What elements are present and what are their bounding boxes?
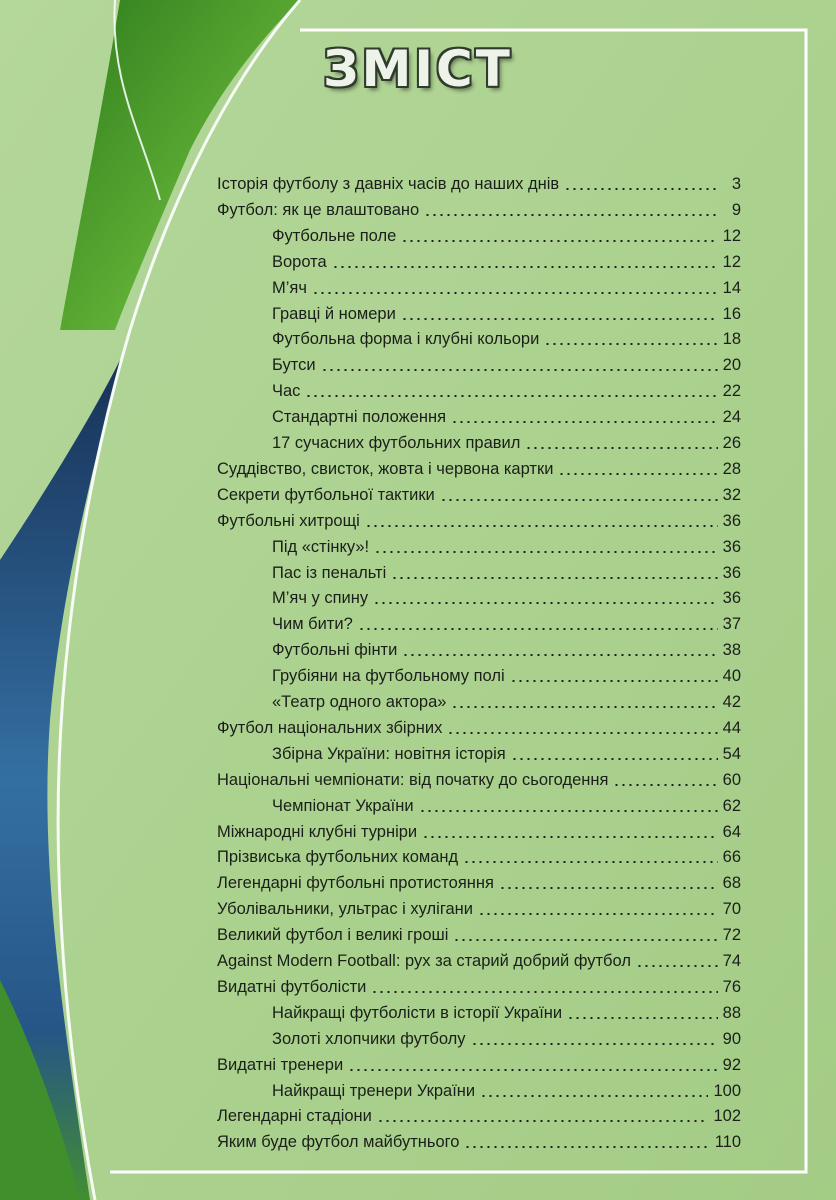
dot-leader [499,887,718,889]
toc-entry-page: 66 [722,848,741,867]
toc-entry [217,869,741,893]
toc-entry [272,1077,741,1101]
toc-entry-page: 32 [722,485,741,504]
dot-leader [510,680,718,682]
toc-entry [272,429,741,453]
toc-entry-page: 20 [722,356,741,375]
toc-entry [217,818,741,842]
toc-entry-title: Великий футбол і великі гроші [217,926,449,945]
toc-entry-page: 92 [722,1055,741,1074]
toc-entry-page: 26 [722,434,741,452]
toc-entry-title: Уболівальники, ультрас і хулігани [217,900,473,919]
dot-leader [440,499,718,501]
toc-entry [272,740,741,764]
dot-leader [480,1095,708,1097]
toc-entry-page: 54 [722,744,741,763]
dot-leader [391,577,717,579]
dot-leader [401,240,717,242]
toc-entry [272,662,741,686]
dot-leader [365,525,718,527]
toc-entry-title: Чим бити? [272,615,353,634]
toc-entry-page: 70 [722,900,741,919]
toc-entry-page: 28 [722,459,741,478]
dot-leader [321,369,718,371]
dot-leader [373,602,718,604]
toc-entry [272,636,741,660]
toc-entry-page: 64 [722,822,741,841]
toc-entry-title: Грубіяни на футбольному полі [272,667,505,686]
dot-leader [371,991,717,993]
toc-entry-page: 18 [722,330,741,349]
dot-leader [377,1120,709,1122]
toc-entry-page: 60 [722,770,741,789]
toc-entry [217,1102,741,1126]
toc-entry [217,973,741,997]
toc-entry [217,843,741,867]
dot-leader [424,214,718,216]
toc-entry-title: Футбол: як це влаштовано [217,200,420,219]
toc-entry [217,196,741,220]
dot-leader [453,939,717,941]
toc-entry-title: Яким буде футбол майбутнього [217,1133,460,1152]
toc-entry-title: Against Modern Football: рух за старий добрий футбол [217,952,631,970]
toc-entry-title: Футбольні хитрощі [217,511,360,530]
dot-leader [464,1146,709,1148]
toc-entry-page: 36 [722,589,741,608]
dot-leader [544,343,717,345]
toc-entry-title: Історія футболу з давніх часів до наших днів [217,175,560,193]
toc-entry [217,947,741,971]
dot-leader [525,447,717,449]
toc-entry-page: 62 [722,796,741,815]
toc-entry-page: 88 [722,1003,741,1022]
toc-entry-title: Футбольна форма і клубні кольори [272,330,540,349]
dot-leader [478,913,718,915]
dot-leader [613,784,717,786]
dot-leader [463,861,718,863]
toc-entry-title: Під «стінку»! [272,537,370,556]
dot-leader [564,188,718,190]
toc-entry [272,1025,741,1049]
toc-entry-page: 36 [722,511,741,530]
dot-leader [567,1017,718,1019]
toc-entry [272,351,741,375]
toc-entry-title: Золоті хлопчики футболу [272,1029,466,1048]
toc-entry-title: Прізвиська футбольних команд [217,848,459,867]
dot-leader [358,628,718,630]
toc-entry [217,714,741,738]
dot-leader [402,654,717,656]
dot-leader [447,732,717,734]
toc-entry [272,559,741,583]
toc-entry-page: 100 [713,1081,741,1100]
toc-entry-page: 36 [722,537,741,556]
toc-entry-title: Національні чемпіонати: від початку до сьогодення [217,770,609,789]
toc-entry-title: Легендарні стадіони [217,1107,372,1126]
toc-entry-page: 14 [722,278,741,297]
toc-entry-page: 102 [713,1107,741,1126]
toc-entry-title: Секрети футбольної тактики [217,485,435,504]
toc-entry-title: Пас із пенальті [272,563,387,582]
toc-entry [217,1051,741,1075]
dot-leader [419,810,718,812]
toc-entry [217,1128,741,1152]
toc-entry [217,507,741,531]
toc-entry [272,377,741,401]
toc-entry-title: Час [272,382,301,401]
toc-entry-title: Футбольні фінти [272,641,398,660]
dot-leader [558,473,717,475]
toc-entry [217,766,741,790]
page-title: ЗМІСТ [323,40,513,98]
dot-leader [636,965,718,967]
dot-leader [401,318,718,320]
toc-entry [272,533,741,557]
toc-entry-page: 72 [722,926,741,945]
toc-entry-page: 76 [722,977,741,996]
toc-entry-title: М’яч у спину [272,589,369,608]
toc-entry-page: 68 [722,874,741,893]
toc-entry [272,325,741,349]
dot-leader [422,836,717,838]
toc-entry-page: 40 [722,667,741,686]
toc-entry [217,921,741,945]
toc-entry-page: 36 [722,563,741,582]
toc-entry [272,584,741,608]
dot-leader [374,551,718,553]
toc-entry-title: Видатні тренери [217,1055,344,1074]
toc-entry-page: 74 [722,952,741,970]
dot-leader [451,421,718,423]
toc-entry-title: Футбольне поле [272,226,397,245]
toc-entry-page: 42 [722,693,741,711]
toc-entry-title: Ворота [272,252,327,271]
dot-leader [348,1069,717,1071]
toc-entry-title: 17 сучасних футбольних правил [272,434,521,452]
dot-leader [451,706,717,708]
toc-entry-page: 24 [722,408,741,427]
toc-entry [272,403,741,427]
toc-entry [217,455,741,479]
toc-entry-title: Легендарні футбольні протистояння [217,874,494,893]
toc-entry [272,610,741,634]
toc-entry-title: М’яч [272,278,307,297]
toc-entry-title: Футбол національних збірних [217,718,443,737]
toc-entry-page: 3 [731,175,741,193]
toc-entry [272,274,741,298]
toc-entry-page: 110 [714,1133,741,1152]
toc-entry-page: 16 [722,304,741,323]
toc-entry-title: Бутси [272,356,316,375]
toc-entry-page: 12 [722,226,741,245]
toc-entry-title: «Театр одного актора» [272,693,447,711]
dot-leader [471,1043,718,1045]
toc-entry-title: Стандартні положення [272,408,447,427]
toc-entry [272,688,741,712]
toc-entry [272,300,741,324]
toc-entry [272,248,741,272]
dot-leader [312,292,718,294]
toc-entry-page: 38 [722,641,741,660]
toc-entry-title: Суддівство, свисток, жовта і червона картки [217,459,554,478]
toc-entry-page: 12 [722,252,741,271]
toc-entry-page: 9 [731,200,741,219]
toc-entry [272,222,741,246]
toc-entry-page: 44 [722,718,741,737]
toc-entry [217,481,741,505]
dot-leader [305,395,717,397]
toc-entry-title: Видатні футболісти [217,977,367,996]
dot-leader [511,758,718,760]
toc-entry-title: Найкращі футболісти в історії України [272,1003,563,1022]
toc-entry-title: Збірна України: новітня історія [272,744,506,763]
toc-entry-page: 22 [722,382,741,401]
toc-entry-title: Чемпіонат України [272,796,414,815]
toc-entry-title: Міжнародні клубні турніри [217,822,418,841]
toc-entry-page: 90 [722,1029,741,1048]
toc-entry-page: 37 [722,615,741,634]
toc-entry [272,792,741,816]
toc-entry [217,895,741,919]
toc-entry-title: Найкращі тренери України [272,1081,476,1100]
toc-entry [217,170,741,194]
dot-leader [332,266,718,268]
toc-entry-title: Гравці й номери [272,304,396,323]
toc-entry [272,999,741,1023]
